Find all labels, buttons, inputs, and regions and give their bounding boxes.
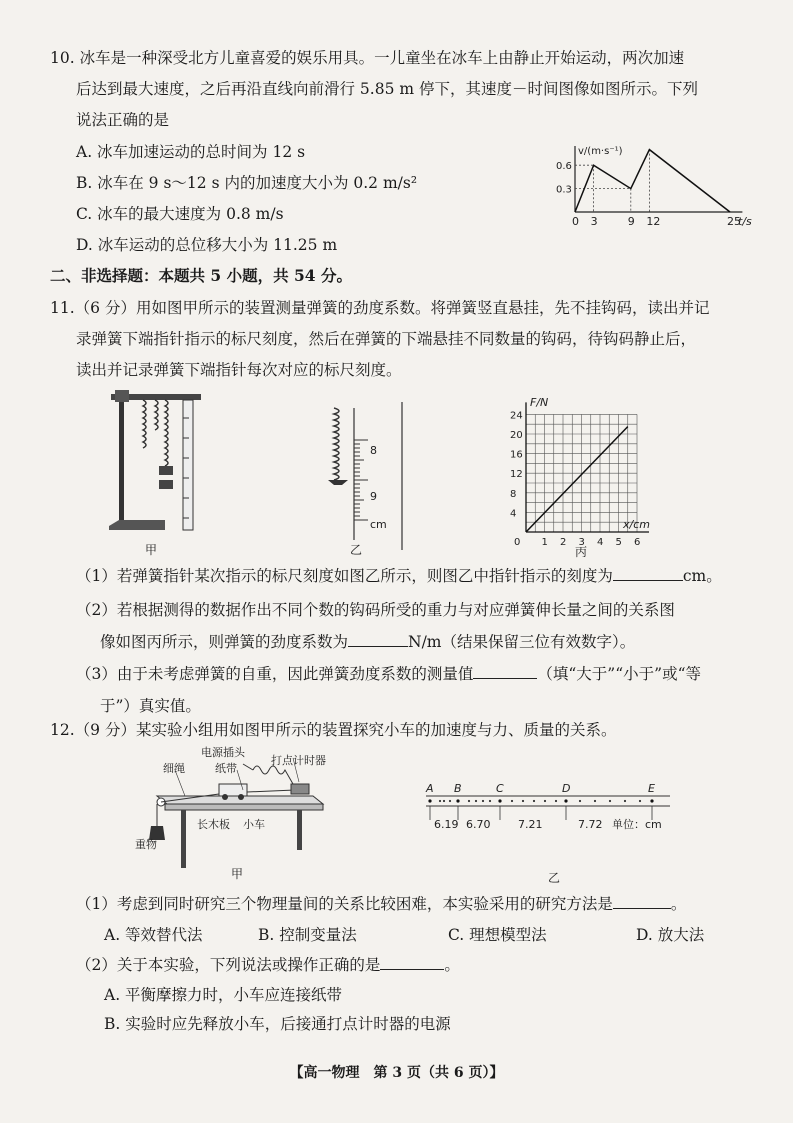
- label-string: 细绳: [163, 762, 185, 775]
- tape-small-dot-11: [555, 800, 557, 802]
- q12-sub2: [76, 955, 460, 975]
- cart-apparatus-figure: [135, 742, 335, 882]
- tape-small-dot-12: [579, 800, 581, 802]
- ruler-figure: [320, 400, 410, 558]
- tape-point-C: C: [496, 782, 504, 795]
- ruler-tick-9: 9: [370, 490, 377, 503]
- q12-sub1-end: 。: [670, 895, 687, 913]
- q12-sub2-option-a: A. 平衡摩擦力时，小车应连接纸带: [104, 986, 343, 1004]
- q12-sub1-answer-blank[interactable]: [613, 894, 671, 909]
- fx-y-tick-24: 24: [510, 410, 523, 422]
- fx-x-tick-5: 5: [615, 537, 622, 548]
- q12-sub2-option-b: B. 实验时应先释放小车，后接通打点计时器的电源: [104, 1015, 451, 1033]
- tape-dot-D: [564, 799, 567, 802]
- fx-y-tick-20: 20: [510, 430, 523, 441]
- tape-small-dot-15: [624, 800, 626, 802]
- tape-dot-C: [498, 799, 501, 802]
- vt-x-tick-3: 12: [646, 215, 661, 228]
- paper-tape-figure: [420, 776, 680, 886]
- tape-small-dot-14: [609, 800, 611, 802]
- q11-sub1-text: （1）若弹簧指针某次指示的标尺刻度如图乙所示，则图乙中指针指示的刻度为: [76, 567, 613, 585]
- fx-series-line: [526, 427, 628, 532]
- q10-line3: 说法正确的是: [76, 111, 170, 129]
- q11-line2: 录弹簧下端指针指示的标尺刻度，然后在弹簧的下端悬挂不同数量的钩码，待钩码静止后，: [76, 330, 697, 348]
- q10-line1: 10. 冰车是一种深受北方儿童喜爱的娱乐用具。一儿童坐在冰车上由静止开始运动，两次加速: [50, 49, 685, 67]
- vt-series-line: [575, 150, 730, 212]
- fx-x-tick-2: 2: [560, 537, 567, 548]
- tape-point-A: A: [426, 782, 434, 795]
- tape-small-dot-7: [511, 800, 513, 802]
- q12-sub1-option-d: D. 放大法: [636, 926, 705, 944]
- label-cart: 小车: [243, 818, 265, 831]
- ruler-tick-8: 8: [370, 444, 377, 457]
- tape-small-dot-9: [533, 800, 535, 802]
- tape-gap-0: 6.19: [434, 818, 459, 831]
- tape-point-B: B: [454, 782, 462, 795]
- tape-small-dot-4: [475, 800, 477, 802]
- q12-sub1-text: （1）考虑到同时研究三个物理量间的关系比较困难，本实验采用的研究方法是: [76, 895, 613, 913]
- q11-sub1-answer-blank[interactable]: [613, 566, 683, 581]
- label-power-plug: 电源插头: [201, 746, 245, 759]
- tape-small-dot-6: [489, 800, 491, 802]
- fig-label-bing: 丙: [575, 545, 588, 559]
- q11-sub2-text: 像如图丙所示，则弹簧的劲度系数为: [100, 633, 349, 651]
- tape-small-dot-2: [449, 800, 451, 802]
- q11-sub2-answer-blank[interactable]: [348, 632, 408, 647]
- tape-small-dot-0: [439, 800, 441, 802]
- q12-sub1-option-a: A. 等效替代法: [104, 926, 203, 944]
- fig-label-yi: 乙: [350, 543, 363, 557]
- tape-small-dot-8: [522, 800, 524, 802]
- q12-sub2-end: 。: [444, 956, 460, 974]
- vt-x-tick-2: 9: [627, 215, 635, 228]
- fx-x-tick-4: 4: [597, 537, 604, 548]
- q10-option-a: A. 冰车加速运动的总时间为 12 s: [76, 143, 306, 161]
- tape-small-dot-5: [482, 800, 484, 802]
- label-weight: 重物: [135, 838, 157, 851]
- q11-sub3-line1: [76, 664, 701, 684]
- tape-unit: 单位：cm: [612, 818, 662, 831]
- q12-sub1-option-c: C. 理想模型法: [448, 926, 547, 944]
- tape-dot-A: [428, 799, 431, 802]
- spring-stand-figure: [105, 388, 215, 558]
- q12-sub1-option-b: B. 控制变量法: [258, 926, 357, 944]
- fx-x-label: x/cm: [623, 518, 650, 531]
- tape-small-dot-13: [594, 800, 596, 802]
- q10-option-c: C. 冰车的最大速度为 0.8 m/s: [76, 205, 284, 223]
- fx-x-tick-0: 0: [514, 537, 521, 548]
- q11-sub2-line2: [100, 632, 635, 652]
- fx-x-tick-3: 3: [578, 537, 585, 548]
- label-tape: 纸带: [215, 762, 237, 775]
- fig-label-jia-2: 甲: [231, 867, 244, 881]
- section-2-heading: 二、非选择题：本题共 5 小题，共 54 分。: [50, 266, 352, 285]
- fx-y-tick-4: 4: [510, 508, 517, 520]
- tape-gap-3: 7.72: [578, 818, 603, 831]
- q11-sub3-line2: 于”）真实值。: [100, 697, 201, 715]
- q11-sub1-unit: cm。: [682, 567, 722, 585]
- fx-y-label: F/N: [530, 396, 549, 409]
- q12-sub2-text: （2）关于本实验，下列说法或操作正确的是: [76, 956, 381, 974]
- tape-small-dot-16: [639, 800, 641, 802]
- vt-x-tick-0: 0: [572, 215, 579, 228]
- label-board: 长木板: [197, 818, 230, 831]
- tape-point-E: E: [648, 782, 655, 795]
- vt-x-tick-1: 3: [590, 215, 598, 228]
- ruler-unit: cm: [370, 518, 387, 531]
- tape-small-dot-1: [443, 800, 445, 802]
- tape-small-dot-3: [468, 800, 470, 802]
- q11-line1: 11.（6 分）用如图甲所示的装置测量弹簧的劲度系数。将弹簧竖直悬挂，先不挂钩码，读出并记: [50, 299, 710, 317]
- page-footer: 【高一物理 第 3 页（共 6 页）】: [289, 1065, 504, 1081]
- fig-label-jia: 甲: [145, 543, 158, 557]
- tape-point-D: D: [562, 782, 571, 795]
- vt-y-label: v/(m·s⁻¹): [578, 146, 623, 157]
- fig-label-yi-2: 乙: [548, 871, 561, 885]
- q11-line3: 读出并记录弹簧下端指针每次对应的标尺刻度。: [76, 361, 402, 379]
- q10-option-b: B. 冰车在 9 s～12 s 内的加速度大小为 0.2 m/s²: [76, 174, 418, 192]
- vt-x-tick-4: 25: [727, 215, 741, 228]
- q10-option-d: D. 冰车运动的总位移大小为 11.25 m: [76, 236, 338, 254]
- q12-sub1: [76, 894, 686, 914]
- vt-y-tick-0.6: 0.6: [556, 161, 572, 173]
- fx-y-tick-12: 12: [510, 469, 523, 481]
- fx-x-tick-1: 1: [541, 537, 548, 548]
- tape-small-dot-10: [544, 800, 546, 802]
- label-timer: 打点计时器: [271, 754, 326, 767]
- tape-dot-E: [650, 799, 653, 802]
- q11-sub3-hint: （填“大于”“小于”或“等: [537, 665, 701, 683]
- q11-sub3-answer-blank[interactable]: [473, 664, 537, 679]
- q10-line2: 后达到最大速度，之后再沿直线向前滑行 5.85 m 停下，其速度－时间图像如图所示。下列: [76, 80, 698, 98]
- vt-x-label: t/s: [738, 215, 752, 228]
- vt-y-tick-0.3: 0.3: [556, 184, 572, 196]
- q12-sub2-answer-blank[interactable]: [380, 955, 444, 970]
- q11-sub3-text: （3）由于未考虑弹簧的自重，因此弹簧劲度系数的测量值: [76, 665, 474, 683]
- fx-y-tick-8: 8: [510, 488, 517, 500]
- q12-line1: 12.（9 分）某实验小组用如图甲所示的装置探究小车的加速度与力、质量的关系。: [50, 721, 617, 739]
- vt-graph: [555, 140, 752, 228]
- tape-dot-B: [456, 799, 459, 802]
- fx-y-tick-16: 16: [510, 449, 523, 461]
- fx-x-tick-6: 6: [634, 537, 641, 548]
- q11-sub2-unit: N/m（结果保留三位有效数字）。: [408, 633, 636, 651]
- q11-sub2-line1: （2）若根据测得的数据作出不同个数的钩码所受的重力与对应弹簧伸长量之间的关系图: [76, 601, 675, 619]
- force-extension-graph: [500, 394, 690, 560]
- tape-gap-1: 6.70: [466, 818, 491, 831]
- tape-gap-2: 7.21: [518, 818, 543, 831]
- q11-sub1: [76, 566, 722, 586]
